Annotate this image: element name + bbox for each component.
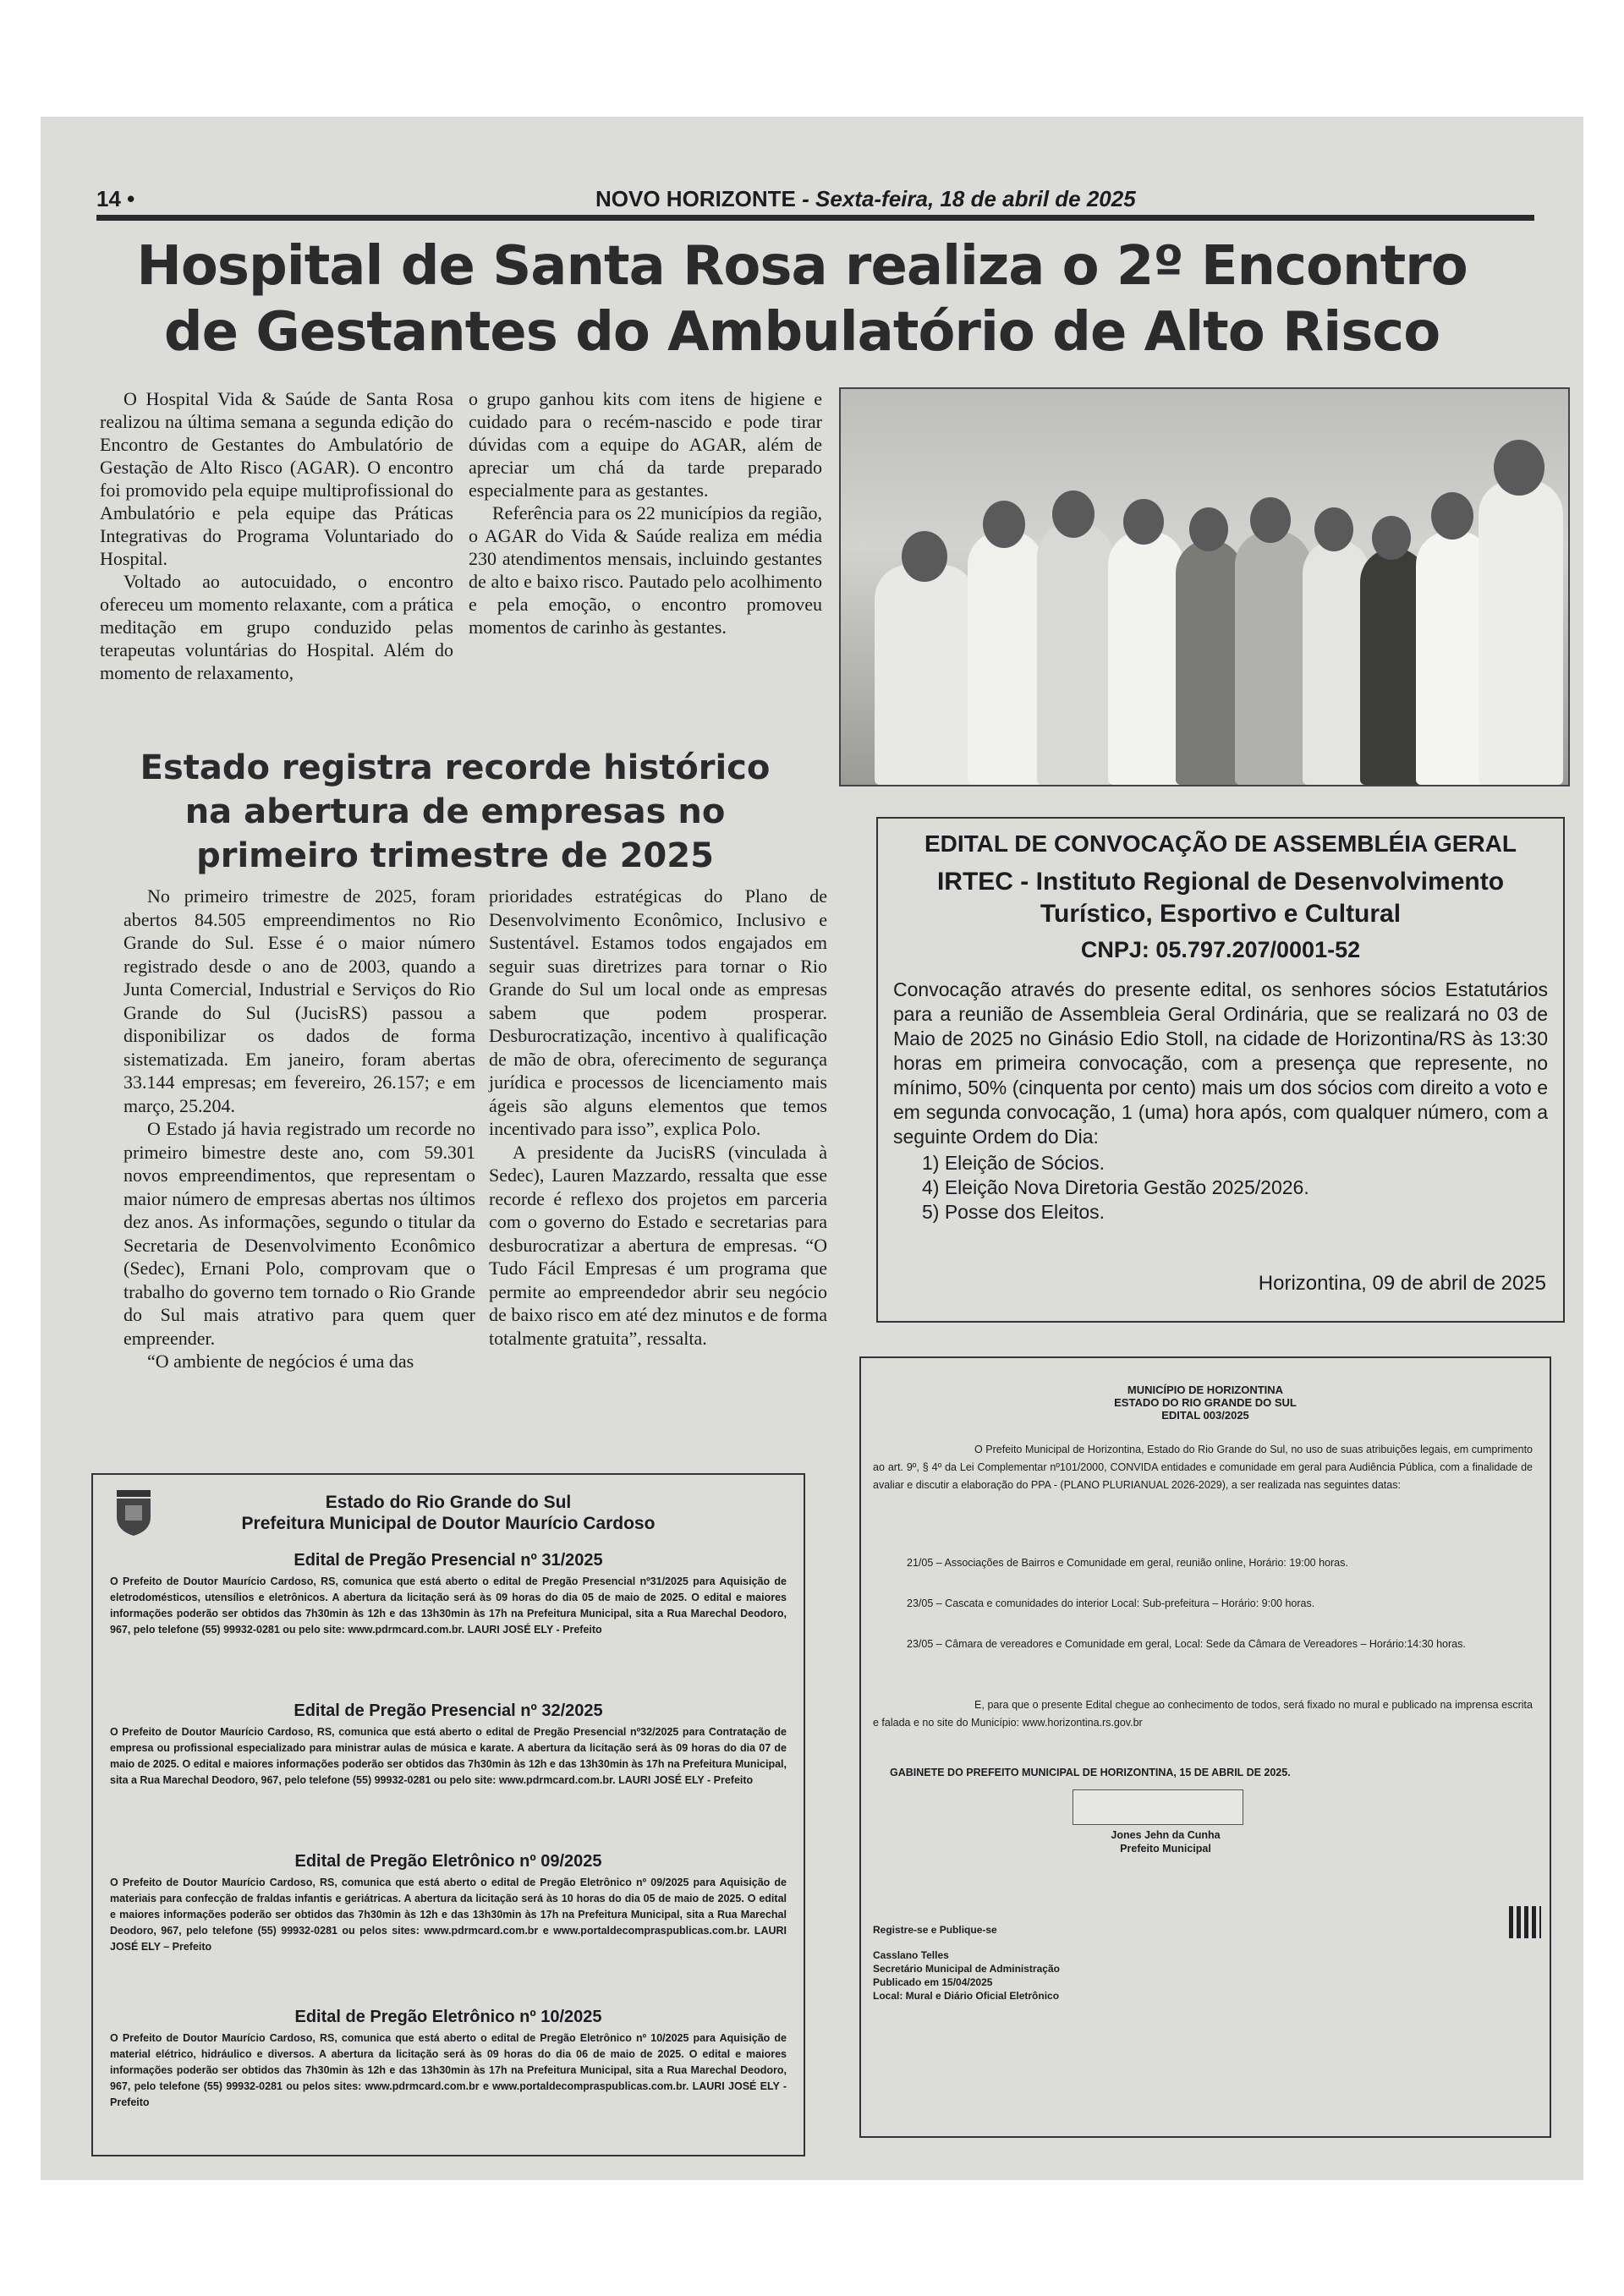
agenda-item: 1) Eleição de Sócios. — [922, 1152, 1106, 1174]
schedule-item: 21/05 – Associações de Bairros e Comunidade em geral, reunião online, Horário: 19:00 horas. — [907, 1557, 1348, 1569]
article1-headline — [117, 233, 1487, 365]
photo-figure — [1479, 480, 1563, 785]
published-date: Publicado em 15/04/2025 — [873, 1976, 993, 1988]
masthead — [595, 186, 1136, 212]
edital-section — [110, 2008, 787, 2111]
paragraph: No primeiro trimestre de 2025, foram abertos 84.505 empreendimentos no Rio Grande do Sul. Esse é o maior número registrado desde o ano de 2003, quando a Junta Comercial, Industrial e Serviços do Rio Grande do Sul (JucisRS) passou a disponibilizar os dados de forma sistematizada. Em janeiro, foram abertas 33.144 empresas; em fevereiro, 26.157; e em março, 25.204. — [123, 885, 475, 1116]
agenda-list — [922, 1151, 1309, 1225]
schedule-item: 23/05 – Câmara de vereadores e Comunidade em geral, Local: Sede da Câmara de Vereadores – Horário:14:30 horas. — [907, 1638, 1466, 1650]
signer-name: Jones Jehn da Cunha — [1111, 1829, 1221, 1841]
photo-figure-head — [902, 531, 947, 582]
photo-figure-head — [1123, 499, 1164, 545]
irtec-notice — [876, 817, 1565, 1323]
heading-line: Prefeitura Municipal de Doutor Maurício Cardoso — [241, 1514, 656, 1533]
section-body: O Prefeito de Doutor Maurício Cardoso, RS, comunica que está aberto o edital de Pregão Presencial nº31/2025 para Aquisição de eletrodomésticos, utensílios e eletrônicos. A abertura da licitação será às 09 horas do dia 05 de maio de 2025. O edital e maiores informações poderão ser obtidos das 7h30min às 12h e das 13h30min às 17h na Prefeitura Municipal, sita a Rua Marechal Deodoro, 967, pelo telefone (55) 99932-0281 ou pelo site: www.pdrmcard.com.br. LAURI JOSÉ ELY - Prefeito — [110, 1575, 787, 1636]
photo-figure-head — [1250, 497, 1291, 543]
secretary-role: Secretário Municipal de Administração — [873, 1963, 1060, 1975]
qr-code-icon — [1509, 1906, 1541, 1938]
page-header — [96, 181, 1534, 215]
heading-line: MUNICÍPIO DE HORIZONTINA — [1127, 1384, 1284, 1396]
paragraph: Voltado ao autocuidado, o encontro ofereceu um momento relaxante, com a prática meditação em grupo conduzido pelas terapeutas voluntárias do Hospital. Além do momento de relaxamento, — [100, 571, 453, 683]
article2-headline — [100, 746, 810, 878]
photo-figure-head — [1431, 492, 1473, 540]
section-body: O Prefeito de Doutor Maurício Cardoso, RS, comunica que está aberto o edital de Pregão Eletrônico nº 10/2025 para Aquisição de material elétrico, hidráulico e diversos. A abertura da licitação será às 09 horas do dia 06 de maio de 2025. O edital e maiores informações poderão ser obtidos das 7h30min às 12h e das 13h30min às 17h na Prefeitura Municipal, sita a Rua Marechal Deodoro, 967, pelo telefone (55) 99932-0281 ou pelos sites: www.pdrmcard.com.br e www.portaldecompraspublicas.com.br. LAURI JOSÉ ELY - Prefeito — [110, 2032, 787, 2108]
article2-col1 — [123, 885, 475, 1373]
section-title: Edital de Pregão Presencial nº 31/2025 — [294, 1551, 603, 1570]
page-number: 14 • — [96, 186, 135, 211]
notice-title: EDITAL DE CONVOCAÇÃO DE ASSEMBLÉIA GERAL — [924, 830, 1517, 857]
photo-figure — [1037, 523, 1113, 785]
municipality-heading — [861, 1384, 1550, 1422]
article2-col2 — [489, 885, 827, 1350]
signer-role: Prefeito Municipal — [1120, 1843, 1211, 1855]
agenda-item: 4) Eleição Nova Diretoria Gestão 2025/2026. — [922, 1176, 1309, 1198]
photo-figure — [968, 531, 1044, 785]
photo-figure — [1108, 531, 1184, 785]
prefeitura-notice — [91, 1473, 805, 2156]
heading-line: ESTADO DO RIO GRANDE DO SUL — [1114, 1396, 1297, 1409]
headline-line: primeiro trimestre de 2025 — [196, 836, 714, 875]
section-body: O Prefeito de Doutor Maurício Cardoso, RS, comunica que está aberto o edital de Pregão Eletrônico nº 09/2025 para Aquisição de materiais para confecção de fraldas infantis e geriátricas. A abertura da licitação será às 10 horas do dia 05 de maio de 2025. O edital e maiores informações poderão ser obtidos das 7h30min às 12h e das 13h30min às 17h na Prefeitura Municipal, sita a Rua Marechal Deodoro, 967, pelo telefone (55) 99932-0281 ou pelos sites: www.pdrmcard.com.br e www.portaldecompraspublicas.com.br. LAURI JOSÉ ELY – Prefeito — [110, 1877, 787, 1953]
photo-figure-head — [983, 501, 1025, 548]
header-rule — [96, 215, 1534, 221]
notice-intro: O Prefeito Municipal de Horizontina, Estado do Rio Grande do Sul, no uso de suas atribuições legais, em cumprimento ao art. 9º, § 4º da Lei Complementar nº101/2000, CONVIDA entidades e comunidade em geral para Audiência Pública, com a finalidade de avaliar e discutir a elaboração do PPA - (PLANO PLURIANUAL 2026-2029), a ser realizada nas seguintes datas: — [873, 1444, 1533, 1491]
headline-line: na abertura de empresas no — [184, 792, 726, 831]
edital-section — [110, 1701, 787, 1789]
paragraph: o grupo ganhou kits com itens de higiene e cuidado para o recém-nascido e pode tirar dúvidas com a equipe do AGAR, além de apreciar um chá da tarde preparado especialmente para as gestantes. — [469, 388, 822, 501]
org-line: IRTEC - Instituto Regional de Desenvolvimento — [936, 868, 1505, 896]
photo-figure — [1176, 540, 1243, 785]
notice-date: Horizontina, 09 de abril de 2025 — [1258, 1272, 1546, 1295]
prefeitura-heading — [93, 1492, 804, 1534]
notice-body: Convocação através do presente edital, os senhores sócios Estatutários para a reunião de Assembleia Geral Ordinária, que se realizará no 03 de Maio de 2025 no Ginásio Edio Stoll, na cidade de Horizontina/RS às 13:30 horas em primeira convocação, com a presença que represente, no mínimo, 50% (cinquenta por cento) mais um dos sócios com direito a voto e em segunda convocação, 1 (uma) hora após, com qualquer número, com a seguinte Ordem do Dia: — [893, 978, 1548, 1148]
section-body: O Prefeito de Doutor Maurício Cardoso, RS, comunica que está aberto o edital de Pregão Presencial nº32/2025 para Contratação de empresa ou profissional especializado para ministrar aulas de música e karate. A abertura da licitação será às 09 horas do dia 07 de maio de 2025. O edital e maiores informações poderão ser obtidos das 7h30min às 12h e das 13h30min às 17h na Prefeitura Municipal, sita a Rua Marechal Deodoro, 967, pelo telefone (55) 99932-0281 ou pelo site: www.pdrmcard.com.br. LAURI JOSÉ ELY - Prefeito — [110, 1726, 787, 1786]
paragraph: Referência para os 22 municípios da região, o AGAR do Vida & Saúde realiza em média 230 atendimentos mensais, incluindo gestantes de alto e baixo risco. Pautado pelo acolhimento e pela emoção, o encontro promoveu momentos de carinho às gestantes. — [469, 502, 822, 638]
secretary-name: Casslano Telles — [873, 1949, 949, 1961]
cnpj: CNPJ: 05.797.207/0001-52 — [1080, 937, 1361, 962]
photo-figure — [875, 565, 976, 785]
edital-section — [110, 1551, 787, 1638]
headline-line: Hospital de Santa Rosa realiza o 2º Encontro — [136, 235, 1468, 298]
headline-line: de Gestantes do Ambulatório de Alto Risco — [163, 301, 1440, 364]
notice-closing: E, para que o presente Edital chegue ao conhecimento de todos, será fixado no mural e publicado na imprensa escrita e falada e no site do Município: www.horizontina.rs.gov.br — [873, 1699, 1533, 1729]
heading-line: Estado do Rio Grande do Sul — [325, 1493, 572, 1512]
article1-col1 — [100, 387, 453, 684]
photo-figure-head — [1052, 490, 1095, 538]
section-title: Edital de Pregão Eletrônico nº 09/2025 — [294, 1852, 602, 1871]
photo-figure-head — [1372, 516, 1411, 560]
headline-line: Estado registra recorde histórico — [140, 748, 771, 787]
paragraph: A presidente da JucisRS (vinculada à Sedec), Lauren Mazzardo, ressalta que esse recorde é reflexo dos projetos em parceria com o governo do Estado e secretarias para desburocratizar a abertura de empresas. “O Tudo Fácil Empresas é um programa que permite ao empreendedor abrir seu negócio de baixo risco em até dez minutos e de forma totalmente gratuita”, ressalta. — [489, 1141, 827, 1349]
schedule-item: 23/05 – Cascata e comunidades do interior Local: Sub-prefeitura – Horário: 9:00 horas. — [907, 1597, 1315, 1609]
agenda-item: 5) Posse dos Eleitos. — [922, 1201, 1106, 1223]
section-title: Edital de Pregão Eletrônico nº 10/2025 — [294, 2008, 602, 2026]
paragraph: “O ambiente de negócios é uma das — [147, 1351, 414, 1372]
spacer — [873, 1937, 1533, 1948]
register-line: Registre-se e Publique-se — [873, 1924, 997, 1936]
publication-block — [873, 1923, 1533, 2003]
photo-figure-head — [1314, 507, 1353, 551]
photo-figure-head — [1189, 507, 1228, 551]
heading-line: EDITAL 003/2025 — [1161, 1409, 1249, 1422]
paragraph: O Hospital Vida & Saúde de Santa Rosa realizou na última semana a segunda edição do Encontro de Gestantes do Ambulatório de Gestação de Alto Risco (AGAR). O encontro foi promovido pela equipe multiprofissional do Ambulatório e pela equipe das Práticas Integrativas do Programa Voluntariado do Hospital. — [100, 388, 453, 569]
paragraph: O Estado já havia registrado um recorde no primeiro bimestre deste ano, com 59.301 novos empreendimentos, que representam o maior número de empresas abertas nos últimos dez anos. As informações, segundo o titular da Secretaria de Desenvolvimento Econômico (Sedec), Ernani Polo, comprovam que o trabalho do governo tem tornado o Rio Grande do Sul mais atrativo para quem quer empreender. — [123, 1118, 475, 1349]
published-location: Local: Mural e Diário Oficial Eletrônico — [873, 1990, 1060, 2002]
photo-figure-head — [1494, 440, 1544, 496]
masthead-date: - Sexta-feira, 18 de abril de 2025 — [802, 186, 1136, 211]
section-title: Edital de Pregão Presencial nº 32/2025 — [294, 1701, 603, 1720]
organization-name — [895, 866, 1546, 930]
article1-col2 — [469, 387, 822, 638]
photo-figure — [1235, 531, 1311, 785]
gabinete-line: GABINETE DO PREFEITO MUNICIPAL DE HORIZONTINA, 15 DE ABRIL DE 2025. — [890, 1767, 1291, 1778]
masthead-title: NOVO HORIZONTE — [595, 186, 796, 211]
horizontina-notice — [859, 1356, 1551, 2138]
signature-block — [1030, 1828, 1301, 1855]
paragraph: prioridades estratégicas do Plano de Desenvolvimento Econômico, Inclusivo e Sustentável. Estamos todos engajados em seguir suas diretrizes para tornar o Rio Grande do Sul um local onde as empresas sabem que podem prosperar. Desburocratização, incentivo à qualificação de mão de obra, oferecimento de segurança jurídica e processos de licenciamento mais ágeis são alguns elementos que temos incentivado para isso”, explica Polo. — [489, 885, 827, 1139]
digital-signature-stamp — [1073, 1789, 1243, 1825]
edital-section — [110, 1852, 787, 1955]
org-line: Turístico, Esportivo e Cultural — [1040, 900, 1402, 928]
newspaper-page — [41, 117, 1583, 2180]
group-photo — [839, 387, 1570, 786]
